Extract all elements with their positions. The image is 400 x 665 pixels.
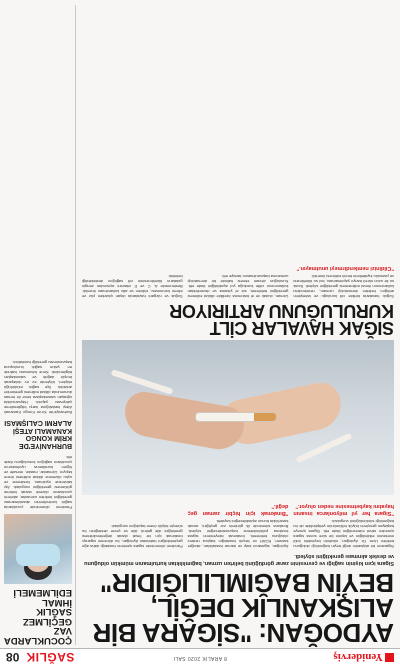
side-headline: ÇOCUKLARDA VAZ GEÇİLMEZ SAĞLIK İHMAL EDİLMEMELİ (4, 587, 72, 646)
second-column-3: Soğuk ve rüzgarlı havalarda dışarı çıkarken yüz ve ellerin korunması, eldiven ve atkı kullanılması önerildi. Beslenmede A, C ve E vitamini açısından zengin gıdaların tüketilmesinin cilt sağlığını desteklediği belirtildi. (81, 274, 183, 299)
masked-child-photo (4, 514, 72, 584)
main-headline: AYDOĞAN: "SİGARA BİR ALIŞKANLIK DEĞİL, BEYİN BAĞIMLILIĞIDIR" (93, 568, 394, 648)
page-number: 08 (6, 650, 20, 664)
pull-quote: "Sigara her yıl milyonlarca insanın hayatını kaybetmesine neden oluyor." (293, 503, 394, 516)
side-column (4, 2, 72, 647)
issue-date: 8 ARALIK 2020 SALI (173, 655, 227, 661)
article-column-3: Pandemi döneminde sigara içenlerin hastalığı daha ağır geçirebildiğini hatırlatan Aydoğan, bu dönemin sigarayı bırakmak için bir fırsat olarak değerlendirilmesi gerektiğini dile getirdi. Aile ve çevre desteğinin bu süreçte büyük önem taşıdığını vurguladı. (81, 524, 183, 549)
article-deck: Sigara içen kişinin sağlığı ve çevresinin zarar gördüğünü belirten uzman, bağımlılıktan kurtulmanın mümkün olduğunu ve destek alınması gerektiğini söyledi. (84, 553, 394, 566)
side-body-2: Burhaniye'de Kırım Kongo Kanamalı Ateşi hastalığına karşı bilgilendirme çalışması yapıldı. Hayvancılıkla uğraşan vatandaşlara kene ile temas durumunda dikkat edilmesi gerekenler anlatıldı. İlçe sağlık müdürlüğü ekipleri, köylerde ev ev dolaşarak broşür dağıttı ve vatandaşları bilgilendirdi. Kene tutunması halinde en yakın sağlık kuruluşuna başvurulması gerektiği hatırlatıldı. (4, 360, 72, 415)
second-article-columns (82, 262, 394, 300)
side-subheadline: BURHANİYE'DE KRİM KONGO KANAMALI ATEŞİ ALARMI CALIŞMASI (4, 419, 72, 449)
newspaper-logo: Yeniderviş (334, 651, 395, 663)
article-column-1: Sigaranın bir alışkanlık değil beyin bağımlılığı olduğunu belirten Uzm. Dr. Aydoğan, nikotinin beyindeki ödül merkezini etkilediğini ve kişinin bir süre sonra sigara içmeden rahat edemediğini ifade etti. Sigara içmeye başlayan gençlerin büyük bölümünün yetişkinlikte de bu bağımlılığı sürdürdüğünü vurguladı. "Sigara her yıl milyonlarca insanın hayatını kaybetmesine neden oluyor." (293, 503, 394, 549)
article-columns (82, 500, 394, 549)
pull-quote: "Bırakmak için hiçbir zaman geç değil." (187, 503, 289, 516)
section-label: SAĞLIK (26, 650, 75, 664)
side-body: Pandemi döneminde çocuklarda sağlık kontrollerinin aksatılmaması gerektiğini belirten uzmanlar, ailelerin çocuklarını düzenli olarak hekime götürmesi gerektiğini vurguladı. Aşı takvimine uyulması, beslenme ve uyku düzenine dikkat edilmesi önem taşıyor. Uzmanlar, maske, mesafe ve hijyen kurallarına uyulmasının çocukların sağlığını koruduğunu ifade etti. (4, 455, 72, 510)
main-article (82, 2, 394, 647)
page-header (0, 648, 400, 665)
column-divider (75, 5, 76, 645)
second-column-1: Soğuk havalarla birlikte cilt kuruluğu ve tahrişlerin arttığını belirten dermatoloji uzmanı, nemlendirici kullanımının ihmal edilmemesi gerektiğini söyledi. Sıcak su ile uzun süreli banyo yapılmaması, bol su tüketilmesi ve pamuklu kıyafetlerin tercih edilmesi önerildi. "Cildinizi nemlendirmeyi unutmayın." (293, 265, 394, 299)
second-headline: SIĞAK HAVALAR CİLT KURULUĞUNU ARTIRIYOR (169, 301, 394, 338)
second-column-2: Uzman, dudak ve el bakımına özellikle dikkat edilmesi gerektiğini belirterek, sık el yıkama ve dezenfektan kullanımının ciltte kuruluğa yol açabildiğini ifade etti. Kuruluğun devam etmesi halinde bir dermatoloji uzmanına başvurulmasını tavsiye etti. (187, 274, 289, 299)
cigarette-photo (82, 340, 394, 495)
pull-quote: "Cildinizi nemlendirmeyi unutmayın." (296, 265, 394, 271)
article-column-2: Aydoğan, sigaranın kalp ve damar hastalıkları, akciğer kanseri, KOAH ve birçok hastalığın başlıca nedeni olduğunu belirterek, bırakmak isteyenlerin sigara bırakma polikliniklerine başvurabileceğini söyledi. Bırakma sürecinde ilk günlerin zor geçtiğini, ancak kararlılıkla bunun aşılabileceğini kaydetti. "Bırakmak için hiçbir zaman geç değil." (187, 503, 289, 549)
